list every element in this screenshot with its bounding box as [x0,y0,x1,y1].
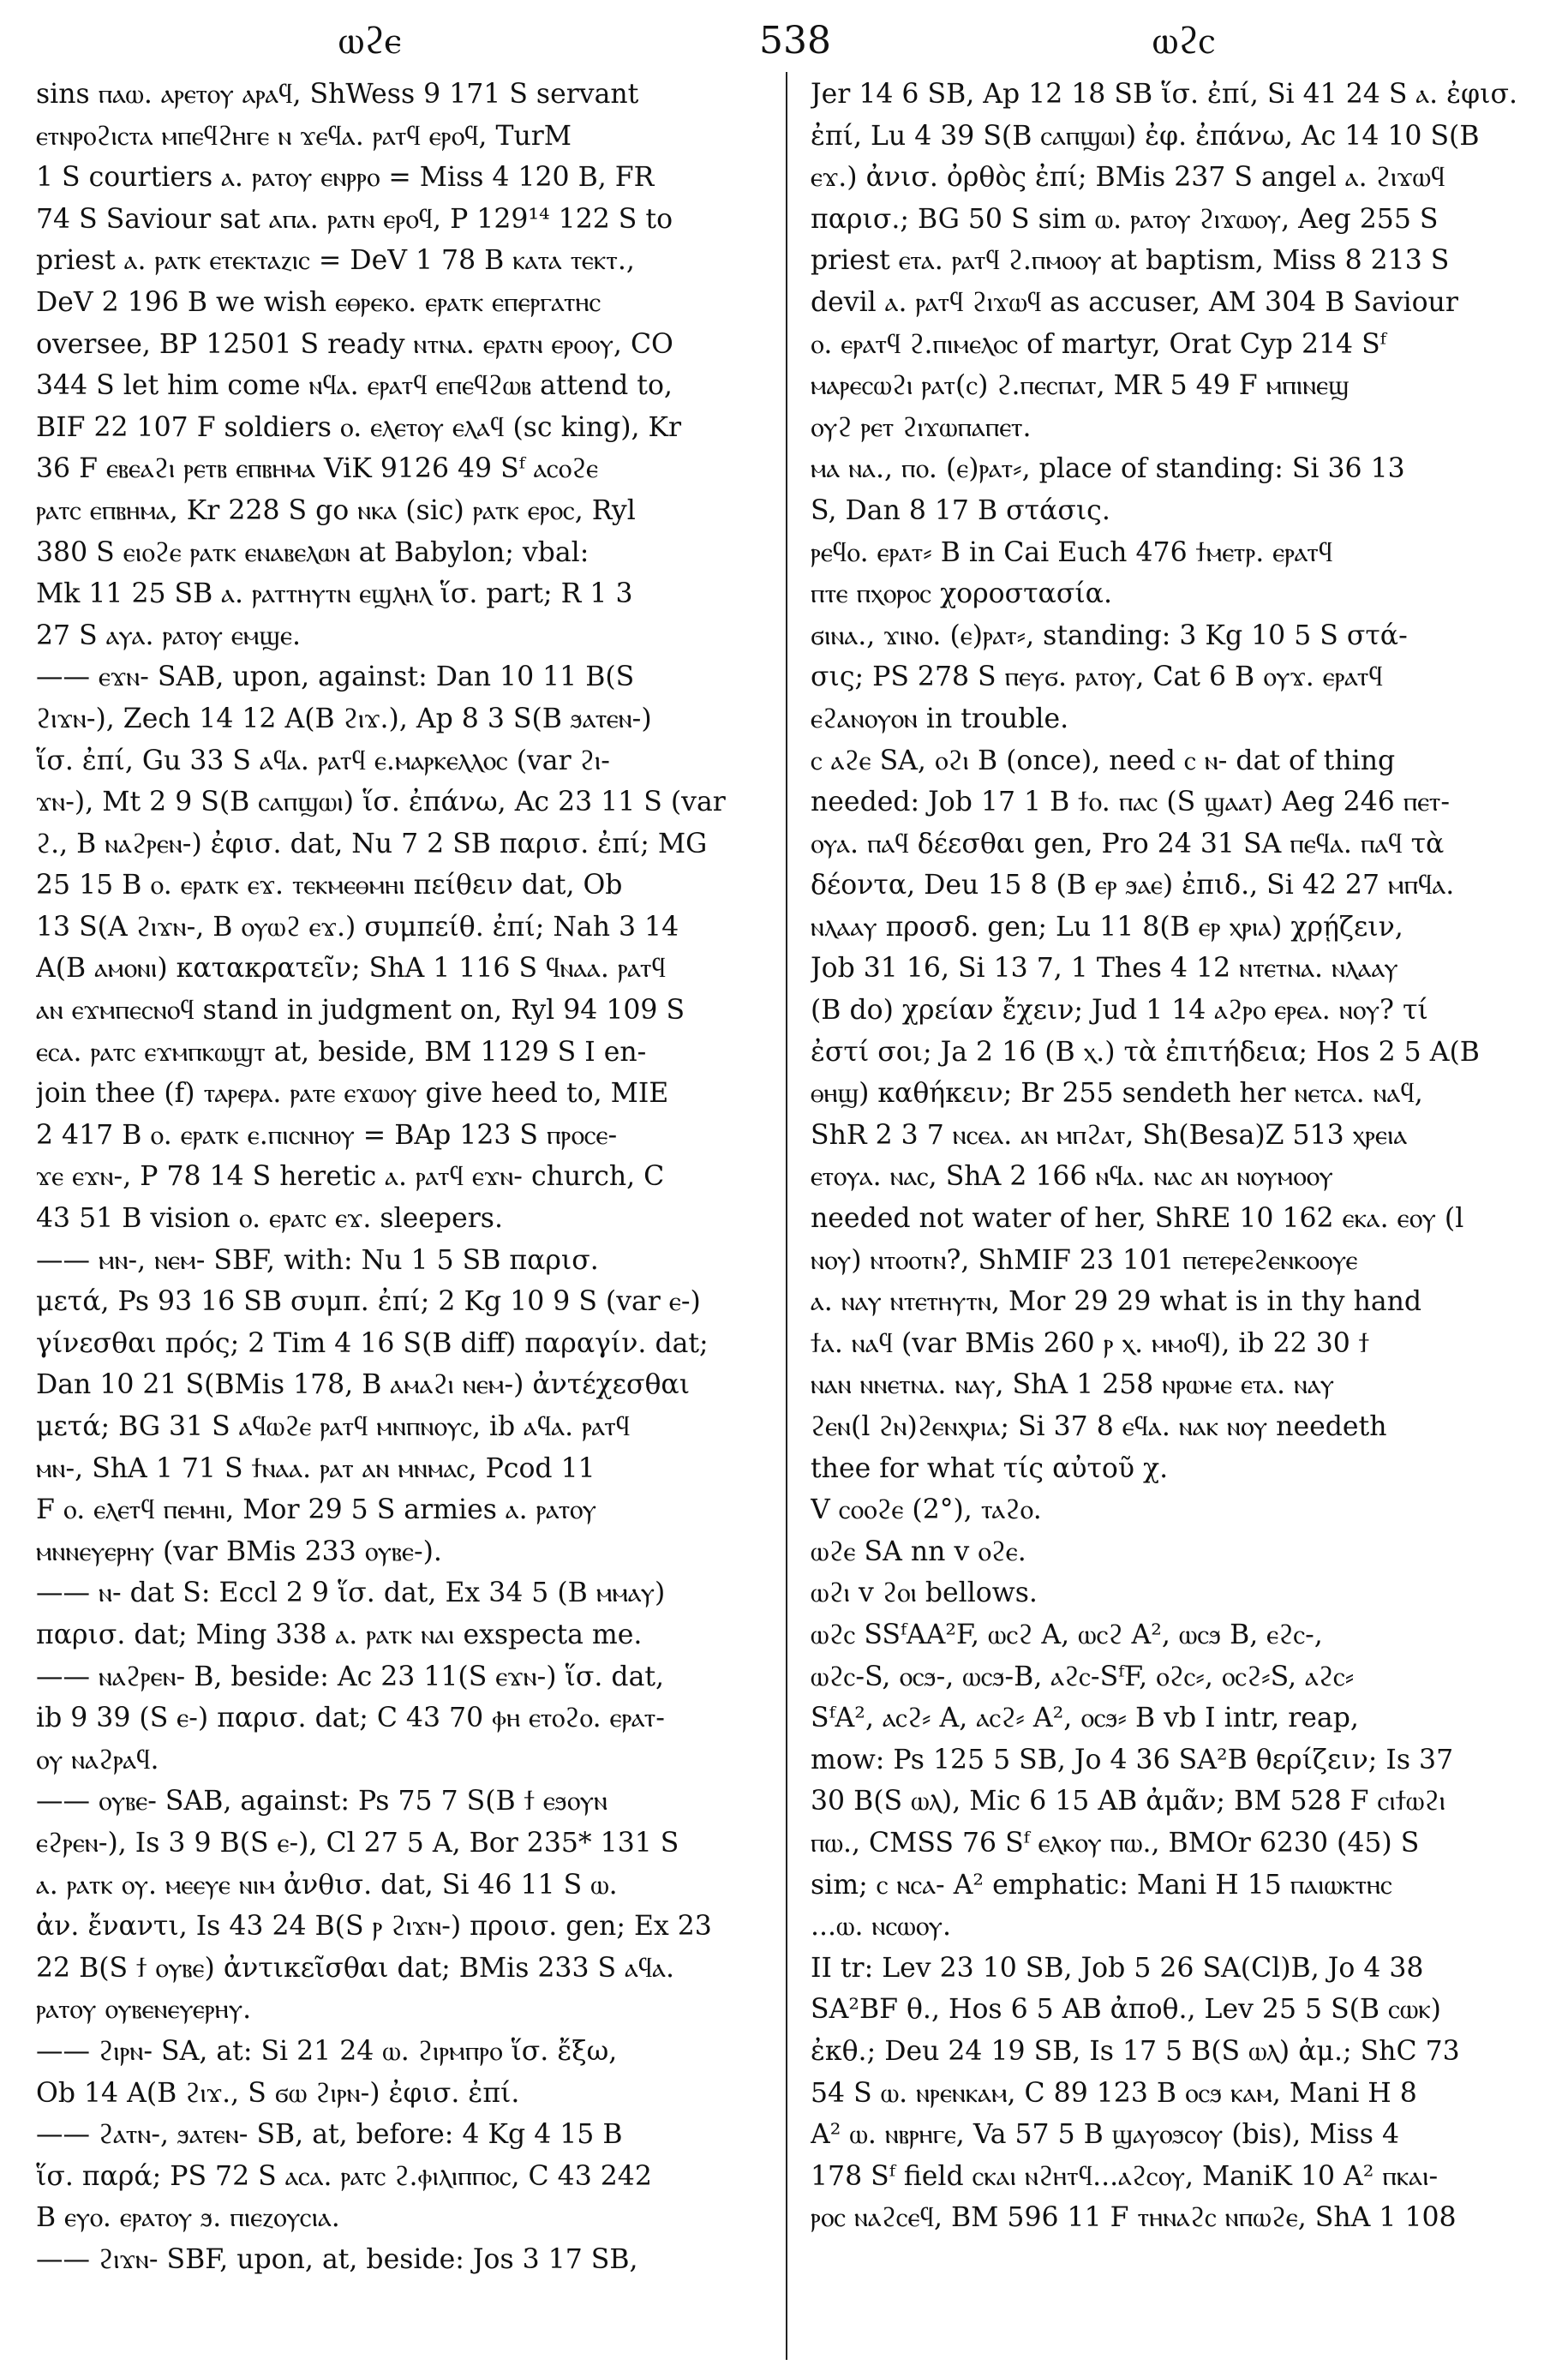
text-line: δέοντα, Deu 15 8 (B ⲉⲣ ϧⲁⲉ) ἐπιδ., Si 42 27 ⲙⲡϥⲁ. [811,870,1455,901]
text-line: ϫⲛ-), Mt 2 9 S(B ⲥⲁⲡϣⲱⲓ) ἵσ. ἐπάνω, Ac 23 11 S (var [36,787,726,818]
text-line: S, Dan 8 17 B στάσις. [811,494,1110,526]
text-line: join thee (f) ⲧⲁⲣⲉⲣⲁ. ⲣⲁⲧⲉ ⲉϫⲱⲟⲩ give heed to, MIE [36,1078,669,1110]
text-line: ⲙⲛⲛⲉⲩⲉⲣⲏⲩ (var BMis 233 ⲟⲩⲃⲉ-). [36,1536,442,1567]
text-line: ShR 2 3 7 ⲛⲥⲉⲁ. ⲁⲛ ⲙⲡϩⲁⲧ, Sh(Besa)Z 513 ⲭⲣⲉⲓⲁ [811,1119,1408,1151]
text-line: ⲛⲟⲩ) ⲛⲧⲟⲟⲧⲛ?, ShMIF 23 101 ⲡⲉⲧⲉⲣⲉϩⲉⲛⲕⲟⲟⲩⲉ [811,1244,1358,1276]
text-line: B ⲉⲩⲟ. ⲉⲣⲁⲧⲟⲩ ϧ. ⲡⲓⲉⲍⲟⲩⲥⲓⲁ. [36,2202,340,2234]
text-line: Job 31 16, Si 13 7, 1 Thes 4 12 ⲛⲧⲉⲧⲛⲁ. ⲛⲗⲁⲁⲩ [811,953,1398,985]
text-line: oversee, BP 12501 S ready ⲛⲧⲛⲁ. ⲉⲣⲁⲧⲛ ⲉⲣⲟⲟⲩ, CO [36,328,673,360]
text-line: ἀν. ἔναντι, Is 43 24 B(S ⲣ ϩⲓϫⲛ-) προισ. gen; Ex 23 [36,1911,712,1943]
text-line: μετά; BG 31 S ⲁϥⲱϩⲉ ⲣⲁⲧϥ ⲙⲛⲡⲛⲟⲩⲥ, ib ⲁϥⲁ. ⲣⲁⲧϥ [36,1411,631,1442]
text-line: ϭⲓⲛⲁ., ϫⲓⲛⲟ. (ⲉ)ⲣⲁⲧ⸗, standing: 3 Kg 10 5 S στά- [811,620,1408,651]
text-line: ⲣⲁⲧⲥ ⲉⲡⲃⲏⲙⲁ, Kr 228 S go ⲛⲕⲁ (sic) ⲣⲁⲧⲕ ⲉⲣⲟⲥ, Ryl [36,494,636,526]
text-line: —— ϩⲁⲧⲛ-, ϧⲁⲧⲉⲛ- SB, at, before: 4 Kg 4 15 B [36,2119,623,2151]
text-line: γίνεσθαι πρός; 2 Tim 4 16 S(B diff) παραγίν. dat; [36,1327,709,1359]
text-line: ⲟⲩⲁ. ⲡⲁϥ δέεσθαι gen, Pro 24 31 SA ⲡⲉϥⲁ. ⲡⲁϥ τὰ [811,828,1445,859]
text-line: devil ⲁ. ⲣⲁⲧϥ ϩⲓϫⲱϥ as accuser, AM 304 B Saviour [811,286,1458,318]
text-line: ⲉⲧⲛⲣⲟϩⲓⲥⲧⲁ ⲙⲡⲉϥϩⲏⲅⲉ ⲛ ϫⲉϥⲁ. ⲣⲁⲧϥ ⲉⲣⲟϥ, TurM [36,120,572,152]
text-line: ⲱϩⲓ v ϩⲟⲓ bellows. [811,1578,1038,1609]
text-line: ⲉⲥⲁ. ⲣⲁⲧⲥ ⲉϫⲙⲡⲕⲱϣⲧ at, beside, BM 1129 S I en- [36,1036,647,1068]
text-line: DeV 2 196 B we wish ⲉⲑⲣⲉⲕⲟ. ⲉⲣⲁⲧⲕ ⲉⲡⲉⲣⲅⲁⲧⲏⲥ [36,286,601,318]
text-line: A(B ⲁⲙⲟⲛⲓ) κατακρατεῖν; ShA 1 116 S ϥⲛⲁⲁ. ⲣⲁⲧϥ [36,953,666,985]
text-line: 36 F ⲉⲃⲉⲁϩⲓ ⲣⲉⲧⲃ ⲉⲡⲃⲏⲙⲁ ViK 9126 49 Sᶠ ⲁⲥⲟϩⲉ [36,453,599,485]
text-line: ⲁ. ⲛⲁⲩ ⲛⲧⲉⲧⲏⲩⲧⲛ, Mor 29 29 what is in thy hand [811,1286,1422,1318]
text-line: sins ⲡⲁⲱ. ⲁⲣⲉⲧⲟⲩ ⲁⲣⲁϥ, ShWess 9 171 S servant [36,79,639,110]
text-line: ⲣⲁⲧⲟⲩ ⲟⲩⲃⲉⲛⲉⲩⲉⲣⲏⲩ. [36,1994,252,2026]
text-line: Mk 11 25 SB ⲁ. ⲣⲁⲧⲧⲏⲩⲧⲛ ⲉϣⲗⲏⲗ ἵσ. part; R 1 3 [36,578,633,610]
text-line: Jer 14 6 SB, Ap 12 18 SB ἵσ. ἐπί, Si 41 24 S ⲁ. ἐφισ. [811,79,1517,110]
text-line: ⲙⲁⲣⲉⲥⲱϩⲓ ⲣⲁⲧ(ⲥ) ϩ.ⲡⲉⲥⲡⲁⲧ, MR 5 49 F ⲙⲡⲓⲛⲉϣ [811,370,1350,402]
text-line: ⲡⲧⲉ ⲡⲭⲟⲣⲟⲥ χοροστασία. [811,578,1112,610]
text-line: μετά, Ps 93 16 SB συμπ. ἐπί; 2 Kg 10 9 S (var ⲉ-) [36,1286,701,1318]
text-line: παρισ.; BG 50 S sim ⲱ. ⲣⲁⲧⲟⲩ ϩⲓϫⲱⲟⲩ, Aeg 255 S [811,203,1439,235]
text-line: —— ϩⲓⲣⲛ- SA, at: Si 21 24 ⲱ. ϩⲓⲣⲙⲡⲣⲟ ἵσ. ἔξω, [36,2035,618,2067]
text-line: ϩⲓϫⲛ-), Zech 14 12 A(B ϩⲓϫ.), Ap 8 3 S(B ϧⲁⲧⲉⲛ-) [36,703,652,734]
text-line: SA²BF θ., Hos 6 5 AB ἀποθ., Lev 25 5 S(B ⲥⲱⲕ) [811,1994,1441,2026]
text-line: priest ⲉⲧⲁ. ⲣⲁⲧϥ ϩ.ⲡⲙⲟⲟⲩ at baptism, Miss 8 213 S [811,245,1450,277]
right-column [811,74,1554,2239]
text-line: —— ⲟⲩⲃⲉ- SAB, against: Ps 75 7 S(B ϯ ⲉϧⲟⲩⲛ [36,1786,607,1817]
text-line: —— ⲛⲁϩⲣⲉⲛ- B, beside: Ac 23 11(S ⲉϫⲛ-) ἵσ. dat, [36,1661,665,1692]
text-line: priest ⲁ. ⲣⲁⲧⲕ ⲉⲧⲉⲕⲧⲁⲍⲓⲥ = DeV 1 78 B ⲕⲁⲧⲁ ⲧⲉⲕⲧ., [36,245,635,277]
text-line: ἵσ. παρά; PS 72 S ⲁⲥⲁ. ⲣⲁⲧⲥ ϩ.ⲫⲓⲗⲓⲡⲡⲟⲥ, C 43 242 [36,2160,652,2192]
text-line: 2 417 B ⲟ. ⲉⲣⲁⲧⲕ ⲉ.ⲡⲓⲥⲛⲏⲟⲩ = BAp 123 S ⲡⲣⲟⲥⲉ- [36,1119,618,1151]
text-line: (B do) χρείαν ἔχειν; Jud 1 14 ⲁϩⲣⲟ ⲉⲣⲉⲁ. ⲛⲟⲩ? τί [811,995,1428,1027]
text-line: ⲛⲁⲛ ⲛⲛⲉⲧⲛⲁ. ⲛⲁⲩ, ShA 1 258 ⲛⲣⲱⲙⲉ ⲉⲧⲁ. ⲛⲁⲩ [811,1369,1335,1401]
text-line: ⲱϩⲥ SSᶠAA²F, ⲱⲥϩ A, ⲱⲥϩ A², ⲱⲥϧ B, ⲉϩⲥ-, [811,1619,1323,1650]
text-line: 54 S ⲱ. ⲛⲣⲉⲛⲕⲁⲙ, C 89 123 B ⲟⲥϧ ⲕⲁⲙ, Mani H 8 [811,2077,1417,2109]
text-line: needed: Job 17 1 B ϯⲟ. ⲡⲁⲥ (S ϣⲁⲁⲧ) Aeg 246 ⲡⲉⲧ- [811,787,1451,818]
text-line: 74 S Saviour sat ⲁⲡⲁ. ⲣⲁⲧⲛ ⲉⲣⲟϥ, P 129¹⁴ 122 S to [36,203,673,235]
text-line: ϯⲁ. ⲛⲁϥ (var BMis 260 ⲣ ⲭ. ⲙⲙⲟϥ), ib 22 30 ϯ [811,1327,1369,1359]
running-head-right: ⲱϩⲥ [1152,19,1216,63]
page-number: 538 [759,19,831,63]
text-line: ⲥ ⲁϩⲉ SA, ⲟϩⲓ B (once), need ⲥ ⲛ- dat of thing [811,745,1396,776]
text-line: ἵσ. ἐπί, Gu 33 S ⲁϥⲁ. ⲣⲁⲧϥ ⲉ.ⲙⲁⲣⲕⲉⲗⲗⲟⲥ (var ϩⲓ- [36,745,610,776]
text-line: 344 S let him come ⲛϥⲁ. ⲉⲣⲁⲧϥ ⲉⲡⲉϥϩⲱⲃ attend to, [36,370,673,402]
text-line: ⲉϩⲣⲉⲛ-), Is 3 9 B(S ⲉ-), Cl 27 5 A, Bor 235* 131 S [36,1827,679,1859]
text-line: ⲟ. ⲉⲣⲁⲧϥ ϩ.ⲡⲓⲙⲉⲗⲟⲥ of martyr, Orat Cyp 214 Sᶠ [811,328,1386,360]
text-line: 30 B(S ⲱⲗ), Mic 6 15 AB ἀμᾶν; BM 528 F ⲥⲓϯⲱϩⲓ [811,1786,1445,1817]
text-line: BIF 22 107 F soldiers ⲟ. ⲉⲗⲉⲧⲟⲩ ⲉⲗⲁϥ (sc king), Kr [36,411,682,443]
text-line: ⲉϫ.) ἀνισ. ὀρθὸς ἐπί; BMis 237 S angel ⲁ. ϩⲓϫⲱϥ [811,162,1445,194]
text-line: Ob 14 A(B ϩⲓϫ., S ϭⲱ ϩⲓⲣⲛ-) ἐφισ. ἐπί. [36,2077,520,2109]
text-line: ⲁⲛ ⲉϫⲙⲡⲉⲥⲛⲟϥ stand in judgment on, Ryl 94 109 S [36,995,685,1027]
text-line: ...ⲱ. ⲛⲥⲱⲟⲩ. [811,1911,951,1943]
text-line: ⲣⲟⲥ ⲛⲁϩⲥⲉϥ, BM 596 11 F ⲧⲏⲛⲁϩⲥ ⲛⲡⲱϩⲉ, ShA 1 108 [811,2202,1457,2234]
text-line: ϩ., B ⲛⲁϩⲣⲉⲛ-) ἐφισ. dat, Nu 7 2 SB παρισ. ἐπί; MG [36,828,708,859]
text-line: Dan 10 21 S(BMis 178, B ⲁⲙⲁϩⲓ ⲛⲉⲙ-) ἀντέχεσθαι [36,1369,691,1401]
text-line: —— ⲙⲛ-, ⲛⲉⲙ- SBF, with: Nu 1 5 SB παρισ. [36,1244,599,1276]
text-line: 43 51 B vision ⲟ. ⲉⲣⲁⲧⲥ ⲉϫ. sleepers. [36,1203,503,1235]
text-line: ⲱϩⲉ SA nn v ⲟϩⲉ. [811,1536,1026,1567]
text-line: ϫⲉ ⲉϫⲛ-, P 78 14 S heretic ⲁ. ⲣⲁⲧϥ ⲉϫⲛ- church, C [36,1161,665,1193]
text-line: SᶠA², ⲁⲥϩ⸗ A, ⲁⲥϩ⸗ A², ⲟⲥϧ⸗ B vb I intr, reap, [811,1703,1359,1734]
text-line: 22 B(S ϯ ⲟⲩⲃⲉ) ἀντικεῖσθαι dat; BMis 233 S ⲁϥⲁ. [36,1952,674,1984]
text-line: ⲛⲗⲁⲁⲩ προσδ. gen; Lu 11 8(B ⲉⲣ ⲭⲣⲓⲁ) χρῄζειν, [811,911,1403,943]
text-line: ἐκθ.; Deu 24 19 SB, Is 17 5 B(S ⲱⲗ) ἀμ.; ShC 73 [811,2035,1460,2067]
text-line: ⲉϩⲁⲛⲟⲩⲟⲛ in trouble. [811,703,1069,734]
text-line: A² ⲱ. ⲛⲃⲣⲏⲅⲉ, Va 57 5 B ϣⲁⲩⲟϧⲥⲟⲩ (bis), Miss 4 [811,2119,1399,2151]
left-column [36,74,780,2280]
text-line: ib 9 39 (S ⲉ-) παρισ. dat; C 43 70 ⲫⲏ ⲉⲧⲟϩⲟ. ⲉⲣⲁⲧ- [36,1703,665,1734]
text-line: ⲑⲏϣ) καθήκειν; Br 255 sendeth her ⲛⲉⲧⲥⲁ. ⲛⲁϥ, [811,1078,1423,1110]
text-line: needed not water of her, ShRE 10 162 ⲉⲕⲁ. ⲉⲟⲩ (l [811,1203,1464,1235]
text-line: 25 15 B ⲟ. ⲉⲣⲁⲧⲕ ⲉϫ. ⲧⲉⲕⲙⲉⲑⲙⲏⲓ πείθειν dat, Ob [36,870,623,901]
text-line: sim; ⲥ ⲛⲥⲁ- A² emphatic: Mani H 15 ⲡⲁⲓⲱⲕⲧⲏⲥ [811,1869,1392,1901]
text-line: F ⲟ. ⲉⲗⲉⲧϥ ⲡⲉⲙⲏⲓ, Mor 29 5 S armies ⲁ. ⲣⲁⲧⲟⲩ [36,1494,597,1526]
text-line: 178 Sᶠ field ⲥⲕⲁⲓ ⲛϩⲏⲧϥ...ⲁϩⲥⲟⲩ, ManiK 10 A² ⲡⲕⲁⲓ- [811,2160,1439,2192]
text-line: ϩⲉⲛ(l ϩⲛ)ϩⲉⲛⲭⲣⲓⲁ; Si 37 8 ⲉϥⲁ. ⲛⲁⲕ ⲛⲟⲩ needeth [811,1411,1387,1442]
text-line: mow: Ps 125 5 SB, Jo 4 36 SA²B θερίζειν; Is 37 [811,1744,1454,1775]
text-line: ⲡⲱ., CMSS 76 Sᶠ ⲉⲗⲕⲟⲩ ⲡⲱ., BMOr 6230 (45) S [811,1827,1420,1859]
text-line: ἐπί, Lu 4 39 S(B ⲥⲁⲡϣⲱⲓ) ἐφ. ἐπάνω, Ac 14 10 S(B [811,120,1480,152]
text-line: 27 S ⲁⲩⲁ. ⲣⲁⲧⲟⲩ ⲉⲙϣⲉ. [36,620,301,651]
text-line: II tr: Lev 23 10 SB, Job 5 26 SA(Cl)B, Jo 4 38 [811,1952,1424,1984]
text-line: ⲣⲉϥⲟ. ⲉⲣⲁⲧ⸗ B in Cai Euch 476 ϯⲙⲉⲧⲣ. ⲉⲣⲁⲧϥ [811,536,1333,568]
text-line: thee for what τίς αὐτοῦ χ. [811,1452,1169,1484]
text-line: —— ⲛ- dat S: Eccl 2 9 ἵσ. dat, Ex 34 5 (B ⲙⲙⲁⲩ) [36,1578,666,1609]
text-line: ⲙⲁ ⲛⲁ., ⲡⲟ. (ⲉ)ⲣⲁⲧ⸗, place of standing: Si 36 13 [811,453,1405,485]
running-head-left: ⲱϩⲉ [338,19,402,63]
text-line: ⲟⲩϩ ⲣⲉⲧ ϩⲓϫⲱⲡⲁⲡⲉⲧ. [811,411,1032,443]
text-line: ἐστί σοι; Ja 2 16 (B ⲭ.) τὰ ἐπιτήδεια; Hos 2 5 A(B [811,1036,1480,1068]
text-line: ⲱϩⲥ-S, ⲟⲥϧ-, ⲱⲥϧ-B, ⲁϩⲥ-SᶠF, ⲟϩⲥ⸗, ⲟⲥϩ⸗S, ⲁϩⲥ⸗ [811,1661,1355,1692]
text-line: —— ϩⲓϫⲛ- SBF, upon, at, beside: Jos 3 17 SB, [36,2243,638,2275]
text-line: ⲉⲧⲟⲩⲁ. ⲛⲁⲥ, ShA 2 166 ⲛϥⲁ. ⲛⲁⲥ ⲁⲛ ⲛⲟⲩⲙⲟⲟⲩ [811,1161,1333,1193]
text-line: 380 S ⲉⲓⲟϩⲉ ⲣⲁⲧⲕ ⲉⲛⲁⲃⲉⲗⲱⲛ at Babylon; vbal: [36,536,589,568]
text-line: V ⲥⲟⲟϩⲉ (2°), ⲧⲁϩⲟ. [811,1494,1042,1526]
text-line: 13 S(A ϩⲓϫⲛ-, B ⲟⲩⲱϩ ⲉϫ.) συμπείθ. ἐπί; Nah 3 14 [36,911,679,943]
text-line: παρισ. dat; Ming 338 ⲁ. ⲣⲁⲧⲕ ⲛⲁⲓ exspecta me. [36,1619,643,1650]
text-line: ⲁ. ⲣⲁⲧⲕ ⲟⲩ. ⲙⲉⲉⲩⲉ ⲛⲓⲙ ἀνθισ. dat, Si 46 11 S ⲱ. [36,1869,618,1901]
text-line: —— ⲉϫⲛ- SAB, upon, against: Dan 10 11 B(S [36,662,635,693]
text-line: σις; PS 278 S ⲡⲉⲩϭ. ⲣⲁⲧⲟⲩ, Cat 6 B ⲟⲩϫ. ⲉⲣⲁⲧϥ [811,662,1383,693]
column-divider [786,72,787,2360]
text-line: ⲙⲛ-, ShA 1 71 S ϯⲛⲁⲁ. ⲣⲁⲧ ⲁⲛ ⲙⲛⲙⲁⲥ, Pcod 11 [36,1452,595,1484]
text-line: ⲟⲩ ⲛⲁϩⲣⲁϥ. [36,1744,159,1775]
text-line: 1 S courtiers ⲁ. ⲣⲁⲧⲟⲩ ⲉⲛⲣⲣⲟ = Miss 4 120 B, FR [36,162,655,194]
